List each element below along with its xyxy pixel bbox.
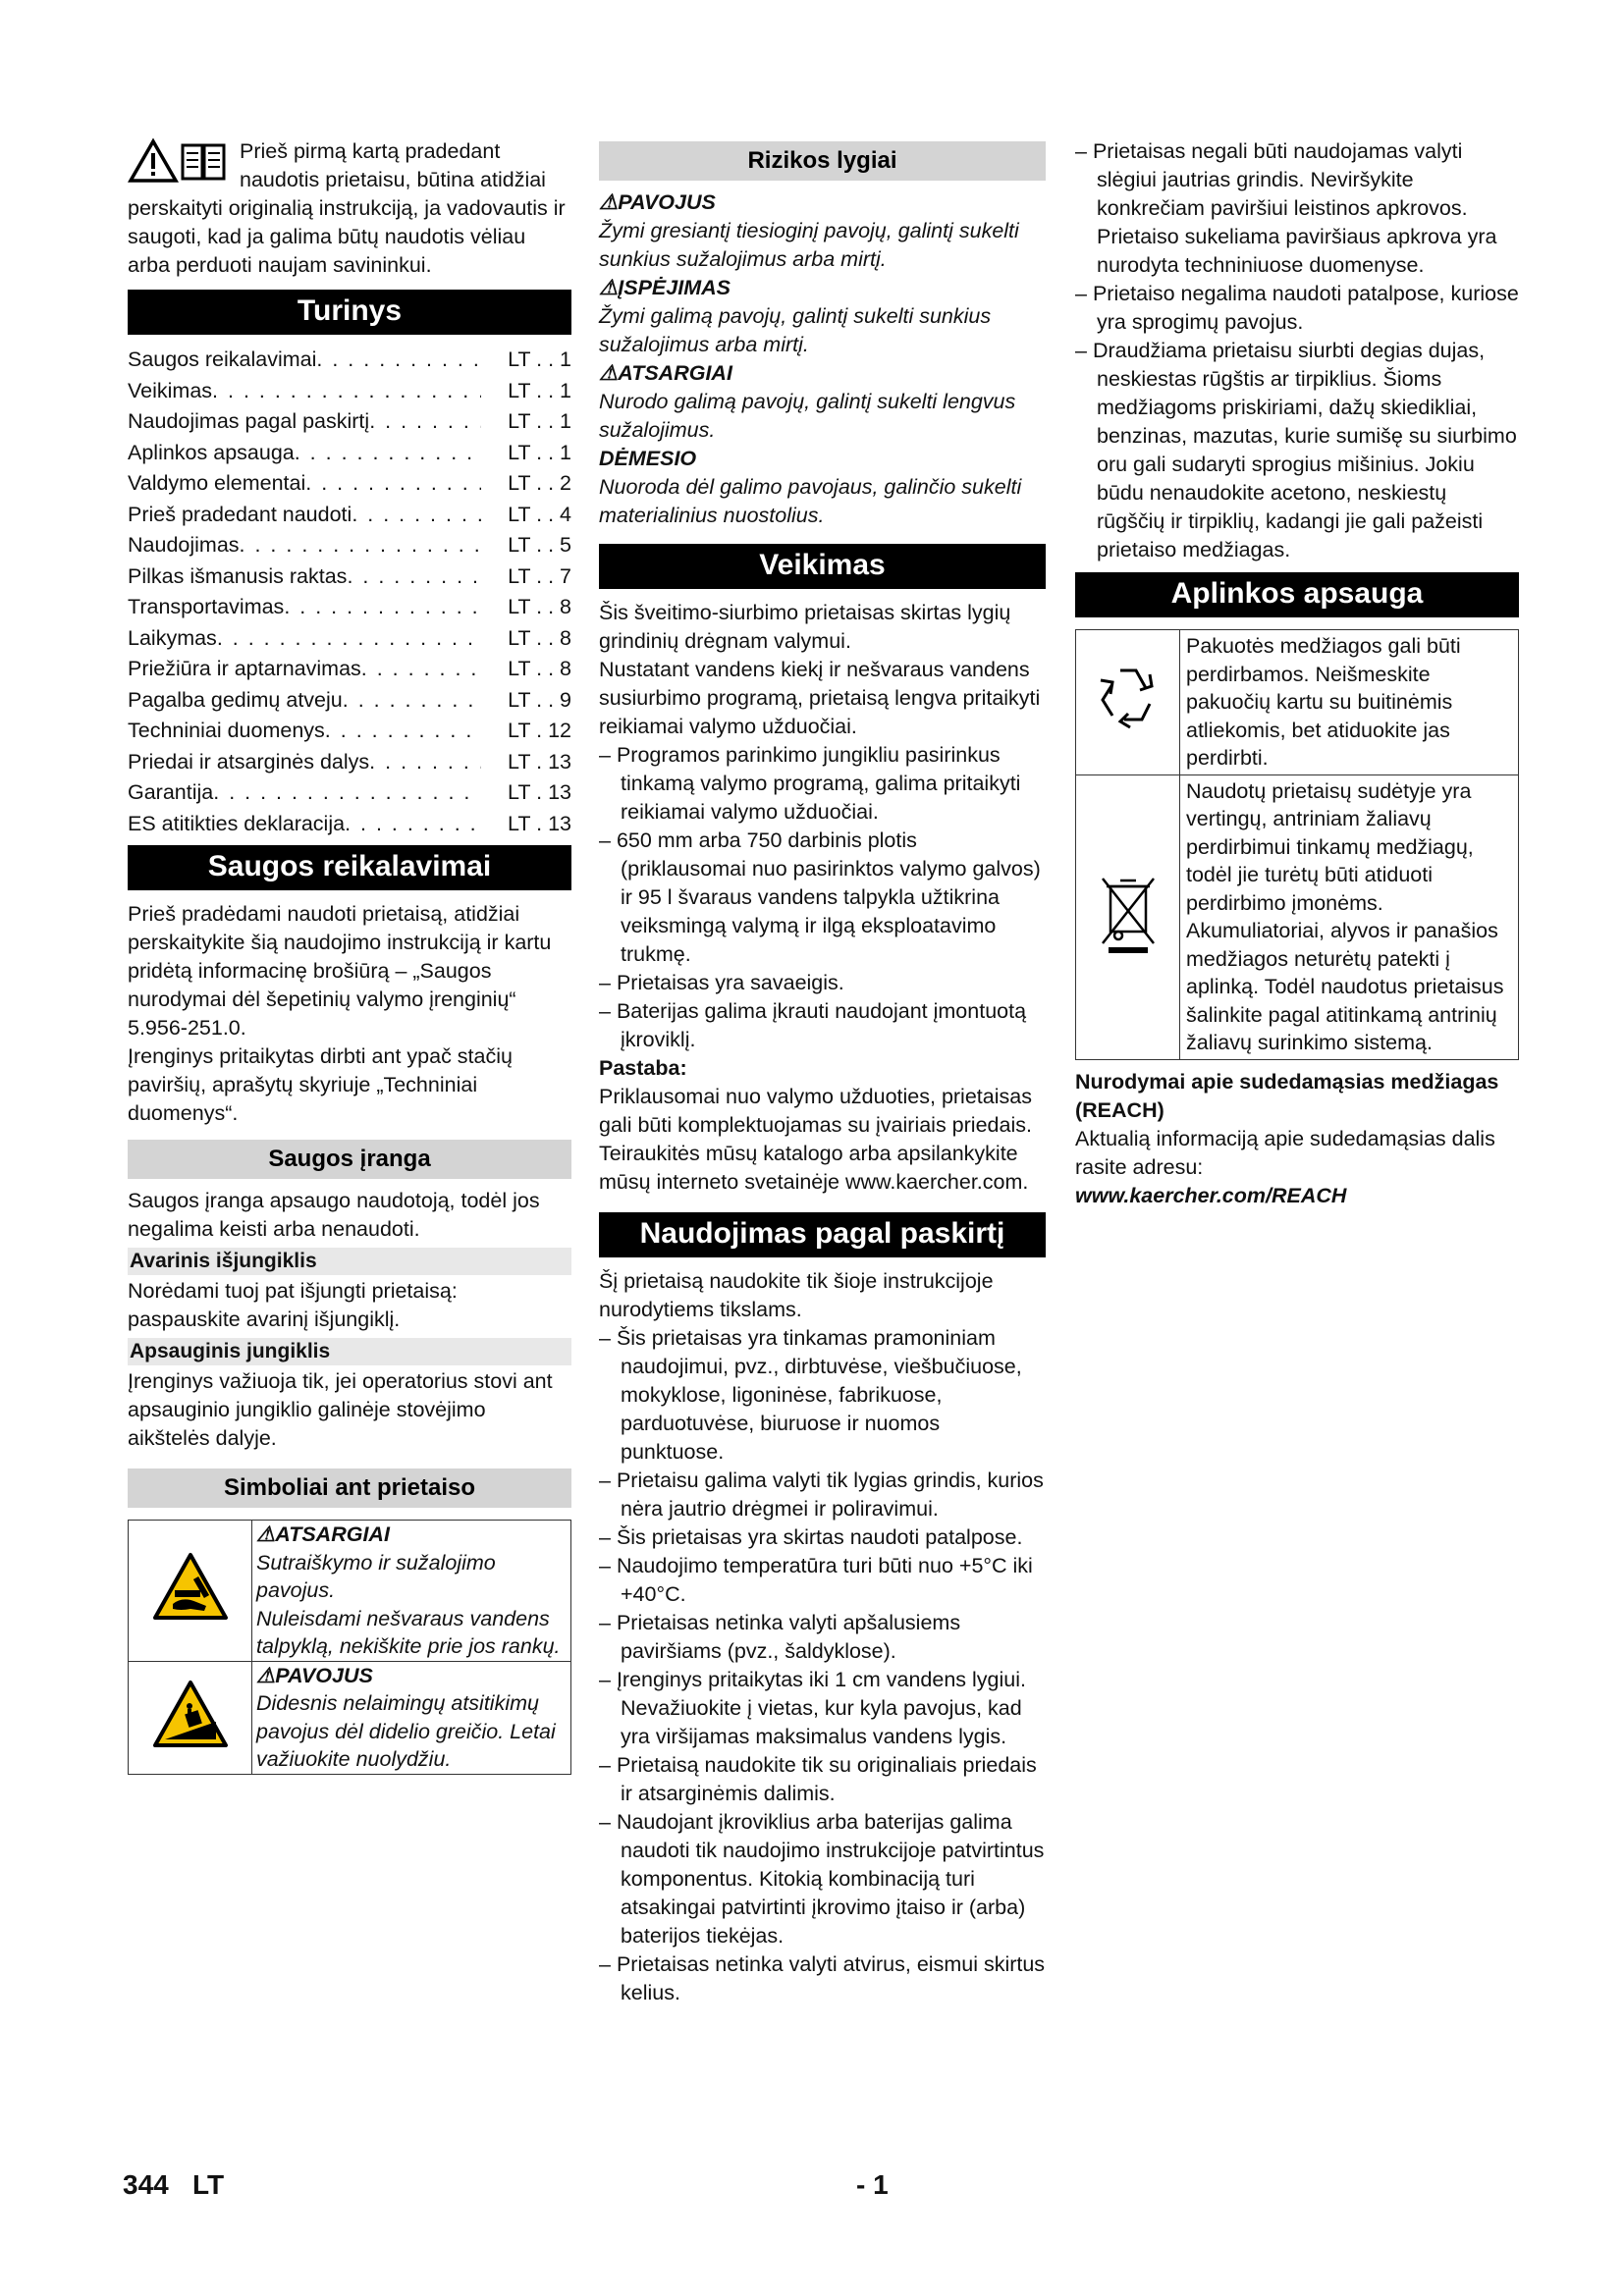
- toc-item[interactable]: [128, 777, 571, 809]
- toc-item-title: Priežiūra ir aptarnavimas: [128, 657, 361, 680]
- intended-use-bullet: – Įrenginys pritaikytas iki 1 cm vandens lygiui. Nevažiuokite į vietas, kur kyla pavojus, kad yra viršijamas maksimalus vandens lygis.: [599, 1666, 1046, 1751]
- toc-leader-dots: [217, 623, 481, 655]
- reach-link[interactable]: www.kaercher.com/REACH: [1075, 1183, 1347, 1207]
- intended-use-bullet: – Prietaisu galima valyti tik lygias grindis, kurios nėra jautrio drėgmei ir poliravimui.: [599, 1467, 1046, 1523]
- symbol-row: [129, 1521, 571, 1662]
- toc-item[interactable]: [128, 345, 571, 376]
- risk-level: [599, 274, 1046, 359]
- toc-item-page: LT . . 1: [508, 378, 571, 402]
- intro-text: Prieš pirmą kartą pradedant naudotis prietaisu, būtina atidžiai perskaityti originalią instrukciją, ja vadovautis ir saugoti, kad ja galima būtų naudotis vėliau arba perduoti naujam savininkui.: [128, 139, 566, 277]
- risk-text: Žymi galimą pavojų, galintį sukelti sunkius sužalojimus arba mirtį.: [599, 304, 992, 356]
- toc-item-page: LT . 13: [508, 780, 571, 804]
- environment-text-cell: Pakuotės medžiagos gali būti perdirbamos. Neišmeskite pakuočių kartu su buitinėmis atliekomis, bet atiduokite jas perdirbti.: [1180, 630, 1519, 775]
- risk-text: Žymi gresiantį tiesioginį pavojų, galintį sukelti sunkius sužalojimus arba mirtį.: [599, 219, 1019, 271]
- guard-switch-text: Įrenginys važiuoja tik, jei operatorius stovi ant apsauginio jungiklio galinėje stovėjimo aikštelės dalyje.: [128, 1369, 553, 1450]
- intended-use-bullet: – Naudojimo temperatūra turi būti nuo +5°C iki +40°C.: [599, 1552, 1046, 1609]
- warning-triangle-icon: ⚠: [599, 361, 619, 385]
- intended-use-bullet: – Prietaisas netinka valyti atvirus, eismui skirtus kelius.: [599, 1950, 1046, 2007]
- toc-item-page: LT . 13: [508, 811, 571, 835]
- operation-heading: Veikimas: [599, 544, 1046, 589]
- crossed-bin-icon: [1097, 871, 1160, 955]
- operation-bullet: – Prietaisas yra savaeigis.: [599, 969, 1046, 997]
- operation-bullet: – Baterijas galima įkrauti naudojant įmontuotą įkroviklį.: [599, 997, 1046, 1054]
- reach-text: Aktualią informaciją apie sudedamąsias dalis rasite adresu:: [1075, 1126, 1495, 1179]
- intended-use-bullet: – Šis prietaisas yra tinkamas pramoniniam naudojimui, pvz., dirbtuvėse, viešbučiuose, mokyklose, ligoninėse, fabrikuose, parduotuvėse, biuruose ir nuomos punktuose.: [599, 1324, 1046, 1467]
- safety-equipment-heading: Saugos įranga: [128, 1140, 571, 1179]
- toc-leader-dots: [316, 345, 481, 376]
- toc-item-page: LT . 12: [508, 719, 571, 742]
- symbol-text-cell: [252, 1521, 571, 1662]
- note-paragraph-1: Priklausomai nuo valymo užduoties, prietaisas gali būti komplektuojamas su įvairiais priedais.: [599, 1085, 1032, 1137]
- column-1: [128, 137, 571, 1775]
- toc-item[interactable]: [128, 747, 571, 778]
- toc-item-page: LT . . 8: [508, 625, 571, 650]
- intro-icons: [128, 137, 234, 185]
- intended-use-bullet: – Prietaisas netinka valyti apšalusiems paviršiams (pvz., šaldyklose).: [599, 1609, 1046, 1666]
- toc-item-page: LT . . 9: [508, 687, 571, 712]
- toc-leader-dots: [305, 468, 481, 500]
- environment-row: [1076, 774, 1519, 1059]
- toc-item-page: LT . . 1: [508, 347, 571, 371]
- toc-item[interactable]: [128, 530, 571, 561]
- safety-heading: Saugos reikalavimai: [128, 845, 571, 890]
- toc-item-page: LT . . 8: [508, 657, 571, 680]
- intended-use-bullet: – Prietaisą naudokite tik su originaliais priedais ir atsarginėmis dalimis.: [599, 1751, 1046, 1808]
- symbols-heading: Simboliai ant prietaiso: [128, 1468, 571, 1508]
- environment-icon-cell: [1076, 630, 1180, 775]
- toc-item-page: LT . . 1: [508, 440, 571, 464]
- risk-level: [599, 445, 1046, 530]
- guard-switch-heading: Apsauginis jungiklis: [128, 1338, 571, 1365]
- risk-text: Nurodo galimą pavojų, galintį sukelti lengvus sužalojimus.: [599, 390, 1016, 442]
- environment-row: [1076, 630, 1519, 775]
- toc-leader-dots: [213, 777, 481, 809]
- toc-item[interactable]: [128, 685, 571, 717]
- emergency-stop-text: Norėdami tuoj pat išjungti prietaisą: paspauskite avarinį išjungiklį.: [128, 1279, 458, 1331]
- toc-leader-dots: [295, 438, 481, 469]
- toc-item-page: LT . . 2: [508, 471, 571, 495]
- risk-level: [599, 188, 1046, 274]
- toc-leader-dots: [352, 500, 481, 531]
- intended-use-bullet: – Naudojant įkroviklius arba baterijas galima naudoti tik naudojimo instrukcijoje patvirtintus komponentus. Kitokią kombinaciją turi atsakingai patvirtinti įkrovimo įtaiso ir (arba) baterijos tiekėjas.: [599, 1808, 1046, 1950]
- column-2: [599, 137, 1046, 2007]
- toc-item[interactable]: [128, 716, 571, 747]
- operation-paragraph-2: Nustatant vandens kiekį ir nešvaraus vandens susiurbimo programą, prietaisą lengva pritaikyti reikiamai valymo užduočiai.: [599, 658, 1041, 738]
- symbol-line: Sutraiškymo ir sužalojimo pavojus.: [256, 1550, 496, 1602]
- note-paragraph-2: Teiraukitės mūsų katalogo arba apsilankykite mūsų interneto svetainėje www.kaercher.com.: [599, 1142, 1029, 1194]
- operation-bullet: – Programos parinkimo jungikliu pasirinkus tinkamą valymo programą, galima pritaikyti reikiamai valymo užduočiai.: [599, 741, 1046, 827]
- toc-item-page: LT . . 7: [508, 563, 571, 588]
- operation-paragraph-1: Šis šveitimo-siurbimo prietaisas skirtas lygių grindinių drėgnam valymui.: [599, 601, 1011, 653]
- toc-item[interactable]: [128, 468, 571, 500]
- operation-bullet: – 650 mm arba 750 darbinis plotis (priklausomai nuo pasirinktos valymo galvos) ir 95 l švaraus vandens talpykla užtikrina veiksmingą valymą ir ilgą eksploatavimo trukmę.: [599, 827, 1046, 969]
- symbol-line: Didesnis nelaimingų atsitikimų pavojus dėl didelio greičio. Letai važiuokite nuolydžiu.: [256, 1691, 556, 1771]
- toc-item-page: LT . 13: [508, 749, 571, 774]
- warning-triangle-icon: ⚠: [599, 190, 619, 214]
- toc-item[interactable]: [128, 406, 571, 438]
- risk-label: ⚠ATSARGIAI: [599, 361, 732, 385]
- toc-leader-dots: [369, 406, 481, 438]
- toc-item-title: Priedai ir atsarginės dalys: [128, 749, 370, 774]
- toc-item[interactable]: [128, 623, 571, 655]
- risk-label: ⚠ĮSPĖJIMAS: [599, 276, 731, 299]
- column-3: [1075, 137, 1519, 1210]
- toc-item-page: LT . . 5: [508, 533, 571, 557]
- slope-hazard-icon: [151, 1679, 230, 1749]
- risk-levels-heading: Rizikos lygiai: [599, 141, 1046, 181]
- toc-item-title: Pilkas išmanusis raktas: [128, 563, 348, 588]
- toc-leader-dots: [361, 654, 481, 685]
- toc-item[interactable]: [128, 561, 571, 593]
- toc-leader-dots: [325, 716, 481, 747]
- toc-item-page: LT . . 4: [508, 502, 571, 526]
- toc-item[interactable]: [128, 500, 571, 531]
- toc-item-title: Techniniai duomenys: [128, 719, 325, 742]
- intended-use-bullet: – Šis prietaisas yra skirtas naudoti patalpose.: [599, 1523, 1046, 1552]
- toc-leader-dots: [343, 685, 481, 717]
- note-title: Pastaba:: [599, 1056, 687, 1080]
- safety-paragraph-1: Prieš pradėdami naudoti prietaisą, atidžiai perskaitykite šią naudojimo instrukciją ir kartu pridėtą informacinę brošiūrą – „Saugos nurodymai dėl šepetinių valymo įrenginių“ 5.956-251.0.: [128, 902, 552, 1040]
- crush-hazard-icon: [151, 1551, 230, 1622]
- toc-item-title: Naudojimas pagal paskirtį: [128, 409, 370, 433]
- risk-text: Nuoroda dėl galimo pavojaus, galinčio sukelti materialinius nuostolius.: [599, 475, 1022, 527]
- toc-list: [128, 345, 571, 839]
- toc-item[interactable]: [128, 654, 571, 685]
- toc-leader-dots: [345, 809, 481, 840]
- toc-item-title: Veikimas: [128, 378, 213, 402]
- toc-item-title: Aplinkos apsauga: [128, 440, 295, 464]
- safety-paragraph-2: Įrenginys pritaikytas dirbti ant ypač stačių paviršių, aprašytų skyriuje „Techniniai duomenys“.: [128, 1044, 513, 1125]
- environment-icon-cell: [1076, 774, 1180, 1059]
- symbol-label: ⚠PAVOJUS: [256, 1663, 373, 1687]
- warning-triangle-icon: ⚠: [599, 276, 619, 299]
- environment-text-cell: Naudotų prietaisų sudėtyje yra vertingų, antriniam žaliavų perdirbimui tinkamų medžiagų, todėl jie turėtų būti atiduoti perdirbimo įmonėms. Akumuliatoriai, alyvos ir panašios medžiagos neturėtų patekti į aplinką. Todėl naudotus prietaisus šalinkite pagal atitinkamą antrinių žaliavų surinkimo sistemą.: [1180, 774, 1519, 1059]
- toc-item-page: LT . . 1: [508, 409, 571, 433]
- toc-leader-dots: [284, 592, 481, 623]
- toc-item-title: Prieš pradedant naudoti: [128, 502, 352, 526]
- intended-use-bullet: – Draudžiama prietaisu siurbti degias dujas, neskiestas rūgštis ar tirpiklius. Šioms medžiagoms priskiriami, dažų skiedikliai, benzinas, mazutas, kurie sumišę su siurbimo oru gali sudaryti sprogius mišinius. Jokiu būdu nenaudokite acetono, neskiestų rūgščių ir tirpiklių, kadangi jie gali pažeisti prietaiso medžiagas.: [1075, 337, 1519, 564]
- toc-item-title: Naudojimas: [128, 533, 240, 557]
- toc-item-title: Valdymo elementai: [128, 471, 306, 495]
- toc-item-title: Laikymas: [128, 625, 217, 650]
- toc-heading: Turinys: [128, 290, 571, 335]
- toc-leader-dots: [240, 530, 481, 561]
- symbol-row: [129, 1661, 571, 1774]
- symbol-icon-cell: [129, 1661, 252, 1774]
- risk-level: [599, 359, 1046, 445]
- warning-triangle-icon: ⚠: [256, 1522, 276, 1546]
- environment-table: [1075, 629, 1519, 1060]
- toc-leader-dots: [369, 747, 481, 778]
- intro-block: [128, 137, 571, 280]
- symbol-icon-cell: [129, 1521, 252, 1662]
- toc-leader-dots: [212, 376, 481, 407]
- intended-use-heading: Naudojimas pagal paskirtį: [599, 1212, 1046, 1257]
- reach-title: Nurodymai apie sudedamąsias medžiagas (REACH): [1075, 1069, 1499, 1122]
- symbols-table: [128, 1520, 571, 1775]
- toc-item-title: Transportavimas: [128, 595, 285, 618]
- intended-use-bullet: – Prietaiso negalima naudoti patalpose, kuriose yra sprogimų pavojus.: [1075, 280, 1519, 337]
- warning-triangle-icon: ⚠: [256, 1663, 276, 1687]
- toc-item-title: ES atitikties deklaracija: [128, 811, 346, 835]
- intended-use-paragraph: Šį prietaisą naudokite tik šioje instrukcijoje nurodytiems tikslams.: [599, 1269, 994, 1321]
- toc-item[interactable]: [128, 376, 571, 407]
- safety-equipment-text: Saugos įranga apsaugo naudotoją, todėl jos negalima keisti arba nenaudoti.: [128, 1189, 540, 1241]
- toc-item-title: Saugos reikalavimai: [128, 347, 317, 371]
- toc-item-title: Pagalba gedimų atveju: [128, 687, 343, 712]
- symbol-text-cell: [252, 1661, 571, 1774]
- toc-item-page: LT . . 8: [508, 595, 571, 618]
- page-number: 344: [123, 2169, 169, 2200]
- toc-leader-dots: [347, 561, 481, 593]
- intended-use-bullet: – Prietaisas negali būti naudojamas valyti slėgiui jautrias grindis. Neviršykite konkrečiam paviršiui leistinos apkrovos. Prietaiso sukeliama paviršiaus apkrova yra nurodyta techniniuose duomenyse.: [1075, 137, 1519, 280]
- environment-heading: Aplinkos apsauga: [1075, 572, 1519, 617]
- toc-item[interactable]: [128, 592, 571, 623]
- toc-item-title: Garantija: [128, 780, 214, 804]
- toc-item[interactable]: [128, 438, 571, 469]
- symbol-label: ⚠ATSARGIAI: [256, 1522, 390, 1546]
- sub-page-number: - 1: [856, 2169, 889, 2200]
- symbol-line: Nuleisdami nešvaraus vandens talpyklą, nekiškite prie jos rankų.: [256, 1606, 561, 1658]
- recycle-icon: [1091, 661, 1165, 735]
- risk-label: ⚠PAVOJUS: [599, 190, 716, 214]
- warning-manual-icon: [128, 137, 234, 185]
- language-code: LT: [192, 2169, 225, 2200]
- emergency-stop-heading: Avarinis išjungiklis: [128, 1248, 571, 1275]
- risk-label: DĖMESIO: [599, 447, 697, 470]
- toc-item[interactable]: [128, 809, 571, 840]
